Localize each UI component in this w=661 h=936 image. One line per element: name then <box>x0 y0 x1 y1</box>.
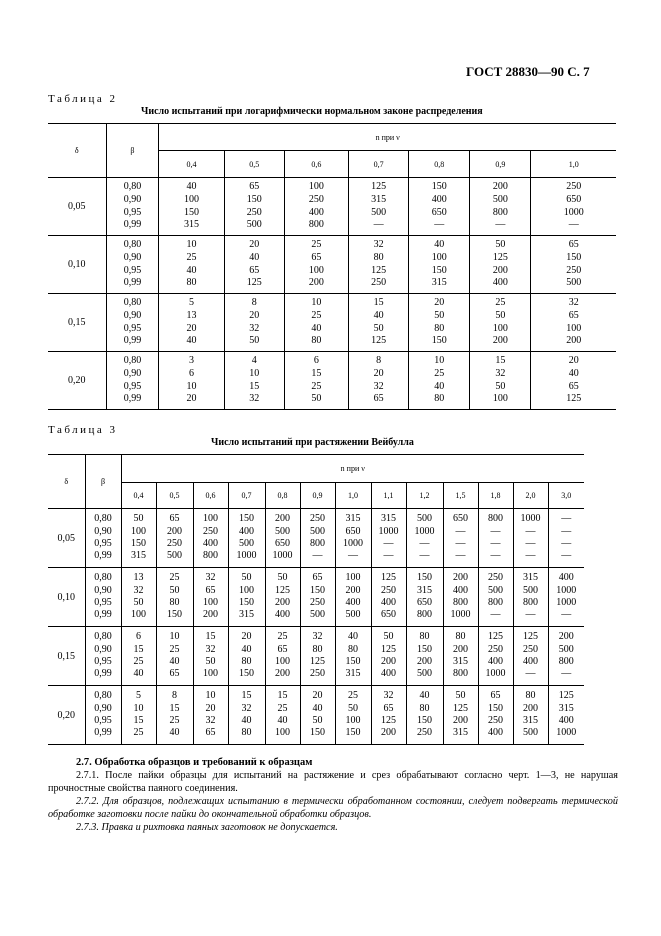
value-cell-values: 315 500 800 — <box>523 572 538 621</box>
beta-cell-values: 0,80 0,90 0,95 0,99 <box>94 572 112 621</box>
value-cell <box>409 294 470 352</box>
value-cell-values: 200 500 800 — <box>558 631 574 680</box>
table2-nu-2: 0,6 <box>284 151 348 178</box>
value-cell <box>284 236 348 294</box>
table-row <box>48 568 584 627</box>
value-cell-values: 15 32 50 100 <box>203 631 218 680</box>
value-cell-values: 125 250 400 650 <box>381 572 396 621</box>
value-cell <box>513 568 548 627</box>
value-cell <box>349 294 409 352</box>
table3 <box>48 454 584 745</box>
table3-header-beta: β <box>85 455 121 509</box>
value-cell <box>531 178 616 236</box>
value-cell-values: 650 — — — <box>453 513 468 562</box>
value-cell-values: 40 80 150 315 <box>345 631 361 680</box>
value-cell <box>478 568 513 627</box>
table-row <box>48 294 616 352</box>
value-cell-values: 3 6 10 20 <box>186 355 197 405</box>
beta-cell <box>85 686 121 745</box>
value-cell <box>443 686 478 745</box>
beta-cell <box>106 178 159 236</box>
table-row <box>48 352 616 410</box>
value-cell <box>224 236 284 294</box>
value-cell-values: 8 15 25 40 <box>169 690 180 739</box>
value-cell-values: 50 125 200 315 <box>453 690 468 739</box>
value-cell-values: 20 50 80 150 <box>431 297 447 347</box>
value-cell-values: 40 100 150 315 <box>184 181 200 231</box>
value-cell-values: 65 150 250 500 <box>566 239 582 289</box>
value-cell-values: 6 15 25 40 <box>133 631 144 680</box>
value-cell <box>284 294 348 352</box>
value-cell <box>156 686 193 745</box>
value-cell <box>371 568 406 627</box>
value-cell-values: 8 20 32 50 <box>249 297 260 347</box>
table2 <box>48 123 616 410</box>
value-cell-values: 125 315 500 — <box>371 181 387 231</box>
table2-nu-6: 1,0 <box>531 151 616 178</box>
value-cell <box>409 178 470 236</box>
value-cell <box>265 627 300 686</box>
value-cell-values: 100 250 400 800 <box>203 513 218 562</box>
value-cell <box>300 627 335 686</box>
value-cell <box>349 352 409 410</box>
table3-label: Таблица 3 <box>48 424 118 436</box>
paragraph-2-7-3: 2.7.3. Правка и рихтовка паяных заготовок не допускается. <box>76 822 338 833</box>
value-cell <box>159 294 224 352</box>
value-cell <box>265 686 300 745</box>
value-cell <box>548 686 584 745</box>
table3-nu-0: 0,4 <box>121 483 156 509</box>
value-cell <box>159 236 224 294</box>
value-cell-values: 400 1000 1000 — <box>556 572 577 621</box>
table2-nu-5: 0,9 <box>470 151 531 178</box>
value-cell-values: 20 40 65 125 <box>246 239 262 289</box>
table3-nu-9: 1,5 <box>443 483 478 509</box>
value-cell <box>470 294 531 352</box>
table-row <box>48 627 584 686</box>
table3-nu-6: 1,0 <box>335 483 371 509</box>
value-cell <box>548 568 584 627</box>
value-cell-values: 500 1000 — — <box>414 513 435 562</box>
value-cell-values: 315 650 1000 — <box>343 513 363 562</box>
beta-cell-values: 0,80 0,90 0,95 0,99 <box>94 631 112 680</box>
value-cell <box>228 627 265 686</box>
value-cell-values: 800 — — — <box>488 513 503 562</box>
paragraph-2-7-2: 2.7.2. Для образцов, подлежащих испытанию в термически обработанном состоянии, следует подвергать термической обработке заготовки после пайки до окончательной обработки образцов. <box>48 796 618 820</box>
value-cell-values: 10 20 32 65 <box>205 690 216 739</box>
value-cell <box>443 627 478 686</box>
value-cell-values: 32 80 125 250 <box>310 631 325 680</box>
value-cell-values: 50 125 200 400 <box>275 572 290 621</box>
value-cell-values: 125 250 400 1000 <box>485 631 506 680</box>
value-cell <box>156 509 193 568</box>
value-cell-values: 65 150 250 500 <box>310 572 325 621</box>
value-cell <box>335 686 371 745</box>
value-cell <box>478 627 513 686</box>
value-cell-values: 15 40 50 125 <box>371 297 387 347</box>
value-cell-values: 80 150 200 500 <box>417 631 432 680</box>
value-cell-values: 80 200 315 500 <box>523 690 538 739</box>
value-cell <box>156 568 193 627</box>
table2-label: Таблица 2 <box>48 93 118 105</box>
value-cell <box>284 352 348 410</box>
value-cell-values: 200 500 650 1000 <box>272 513 293 562</box>
value-cell <box>470 352 531 410</box>
value-cell-values: 15 25 40 100 <box>275 690 290 739</box>
value-cell <box>228 686 265 745</box>
table3-caption: Число испытаний при растяжении Вейбулла <box>211 437 414 448</box>
value-cell-values: 125 315 400 1000 <box>556 690 577 739</box>
value-cell <box>335 509 371 568</box>
value-cell-values: 65 150 250 400 <box>488 690 503 739</box>
value-cell <box>531 236 616 294</box>
value-cell <box>406 627 443 686</box>
value-cell-values: 32 65 100 200 <box>566 297 582 347</box>
value-cell-values: 50 125 200 400 <box>492 239 508 289</box>
table3-nu-8: 1,2 <box>406 483 443 509</box>
value-cell <box>406 509 443 568</box>
table3-nu-2: 0,6 <box>193 483 228 509</box>
value-cell-values: 250 500 800 — <box>310 513 325 562</box>
table3-nu-5: 0,9 <box>300 483 335 509</box>
value-cell-values: 5 13 20 40 <box>186 297 197 347</box>
value-cell-values: 25 50 100 200 <box>492 297 508 347</box>
table-row <box>48 686 584 745</box>
table2-header-beta: β <box>106 124 159 178</box>
value-cell <box>265 509 300 568</box>
table3-nu-10: 1,8 <box>478 483 513 509</box>
value-cell-values: 40 80 150 250 <box>417 690 432 739</box>
value-cell <box>531 294 616 352</box>
value-cell <box>228 509 265 568</box>
value-cell <box>193 686 228 745</box>
beta-cell <box>85 627 121 686</box>
value-cell-values: 10 25 40 80 <box>311 297 322 347</box>
value-cell <box>470 178 531 236</box>
value-cell-values: 200 400 800 1000 <box>450 572 471 621</box>
table2-header-delta: δ <box>48 124 106 178</box>
value-cell-values: 150 315 650 800 <box>417 572 432 621</box>
beta-cell-values: 0,80 0,90 0,95 0,99 <box>123 355 142 405</box>
value-cell-values: 32 65 125 200 <box>381 690 396 739</box>
value-cell-values: 100 200 400 500 <box>345 572 361 621</box>
value-cell <box>193 509 228 568</box>
value-cell-values: 65 200 250 500 <box>167 513 182 562</box>
value-cell <box>371 686 406 745</box>
table3-nu-12: 3,0 <box>548 483 584 509</box>
value-cell <box>443 568 478 627</box>
delta-cell: 0,20 <box>48 352 106 410</box>
beta-cell <box>85 509 121 568</box>
table3-header-delta: δ <box>48 455 85 509</box>
value-cell-values: 125 250 400 — <box>523 631 538 680</box>
value-cell-values: 25 50 100 150 <box>345 690 361 739</box>
beta-cell-values: 0,80 0,90 0,95 0,99 <box>123 297 142 347</box>
delta-cell: 0,10 <box>48 568 85 627</box>
table3-nu-1: 0,5 <box>156 483 193 509</box>
value-cell <box>478 509 513 568</box>
value-cell-values: 50 100 150 315 <box>239 572 254 621</box>
beta-cell <box>106 236 159 294</box>
value-cell <box>406 568 443 627</box>
value-cell-values: 200 500 800 — <box>492 181 508 231</box>
value-cell-values: 65 150 250 500 <box>246 181 262 231</box>
value-cell-values: 100 250 400 800 <box>308 181 324 231</box>
table-row <box>48 236 616 294</box>
delta-cell: 0,20 <box>48 686 85 745</box>
value-cell <box>265 568 300 627</box>
table2-header-group: n при ν <box>159 124 616 151</box>
value-cell-values: 150 400 650 — <box>431 181 447 231</box>
value-cell <box>300 568 335 627</box>
value-cell <box>224 352 284 410</box>
value-cell <box>470 236 531 294</box>
paragraph-2-7-1: 2.7.1. После пайки образцы для испытаний на растяжение и срез обрабатывают согласно черт. 1—3, не нарушая прочностные свойства паяного соединения. <box>48 770 618 794</box>
value-cell <box>443 509 478 568</box>
value-cell-values: 250 500 800 — <box>488 572 503 621</box>
section-heading: 2.7. Обработка образцов и требований к образцам <box>76 757 313 768</box>
value-cell-values: 50 100 150 315 <box>131 513 146 562</box>
value-cell-values: 10 25 40 80 <box>186 239 197 289</box>
table3-nu-4: 0,8 <box>265 483 300 509</box>
table2-nu-4: 0,8 <box>409 151 470 178</box>
beta-cell <box>106 294 159 352</box>
value-cell <box>478 686 513 745</box>
value-cell <box>300 686 335 745</box>
value-cell-values: 250 650 1000 — <box>563 181 584 231</box>
table3-nu-row <box>48 483 584 509</box>
value-cell <box>121 627 156 686</box>
table2-caption: Число испытаний при логарифмически нормальном законе распределения <box>141 106 483 117</box>
value-cell <box>121 509 156 568</box>
value-cell-values: 15 32 40 80 <box>241 690 252 739</box>
beta-cell-values: 0,80 0,90 0,95 0,99 <box>94 690 112 739</box>
value-cell <box>406 686 443 745</box>
value-cell <box>409 352 470 410</box>
value-cell-values: 315 1000 — — <box>378 513 399 562</box>
beta-cell <box>85 568 121 627</box>
value-cell <box>513 686 548 745</box>
value-cell <box>159 178 224 236</box>
value-cell-values: 25 50 80 150 <box>167 572 182 621</box>
table3-nu-11: 2,0 <box>513 483 548 509</box>
value-cell <box>513 509 548 568</box>
value-cell <box>548 509 584 568</box>
value-cell-values: 1000 — — — <box>520 513 541 562</box>
value-cell-values: 6 15 25 50 <box>311 355 322 405</box>
delta-cell: 0,15 <box>48 627 85 686</box>
value-cell-values: 25 65 100 200 <box>308 239 324 289</box>
delta-cell: 0,05 <box>48 509 85 568</box>
value-cell <box>121 686 156 745</box>
value-cell-values: 80 200 315 800 <box>453 631 468 680</box>
value-cell <box>193 568 228 627</box>
value-cell-values: — — — — <box>561 513 572 562</box>
value-cell <box>548 627 584 686</box>
beta-cell-values: 0,80 0,90 0,95 0,99 <box>123 239 142 289</box>
value-cell-values: 32 80 125 250 <box>371 239 387 289</box>
value-cell-values: 40 100 150 315 <box>431 239 447 289</box>
delta-cell: 0,15 <box>48 294 106 352</box>
value-cell <box>159 352 224 410</box>
table-row <box>48 509 584 568</box>
page-header: ГОСТ 28830—90 С. 7 <box>466 64 590 79</box>
value-cell <box>371 509 406 568</box>
value-cell <box>335 568 371 627</box>
value-cell <box>335 627 371 686</box>
value-cell <box>349 236 409 294</box>
value-cell <box>224 294 284 352</box>
value-cell <box>349 178 409 236</box>
value-cell <box>156 627 193 686</box>
beta-cell <box>106 352 159 410</box>
value-cell <box>228 568 265 627</box>
delta-cell: 0,05 <box>48 178 106 236</box>
value-cell-values: 5 10 15 25 <box>133 690 144 739</box>
value-cell-values: 20 40 80 150 <box>239 631 254 680</box>
value-cell-values: 15 32 50 100 <box>492 355 508 405</box>
value-cell-values: 4 10 15 32 <box>249 355 260 405</box>
value-cell <box>284 178 348 236</box>
delta-cell: 0,10 <box>48 236 106 294</box>
value-cell <box>409 236 470 294</box>
value-cell <box>300 509 335 568</box>
value-cell <box>193 627 228 686</box>
value-cell <box>531 352 616 410</box>
value-cell-values: 20 40 65 125 <box>566 355 582 405</box>
table2-nu-3: 0,7 <box>349 151 409 178</box>
value-cell <box>121 568 156 627</box>
table2-nu-1: 0,5 <box>224 151 284 178</box>
section-2-7 <box>48 756 618 834</box>
table3-header-group: n при ν <box>121 455 584 483</box>
value-cell <box>224 178 284 236</box>
value-cell-values: 20 40 50 150 <box>310 690 325 739</box>
table2-nu-0: 0,4 <box>159 151 224 178</box>
value-cell-values: 150 400 500 1000 <box>236 513 257 562</box>
value-cell-values: 13 32 50 100 <box>131 572 146 621</box>
table-row <box>48 178 616 236</box>
value-cell-values: 10 25 40 65 <box>169 631 180 680</box>
value-cell-values: 10 25 40 80 <box>434 355 445 405</box>
beta-cell-values: 0,80 0,90 0,95 0,99 <box>94 513 112 562</box>
table3-nu-3: 0,7 <box>228 483 265 509</box>
value-cell-values: 50 125 200 400 <box>381 631 396 680</box>
value-cell-values: 25 65 100 200 <box>275 631 290 680</box>
value-cell-values: 8 20 32 65 <box>373 355 384 405</box>
value-cell <box>371 627 406 686</box>
beta-cell-values: 0,80 0,90 0,95 0,99 <box>123 181 142 231</box>
value-cell-values: 32 65 100 200 <box>203 572 218 621</box>
value-cell <box>513 627 548 686</box>
table3-nu-7: 1,1 <box>371 483 406 509</box>
